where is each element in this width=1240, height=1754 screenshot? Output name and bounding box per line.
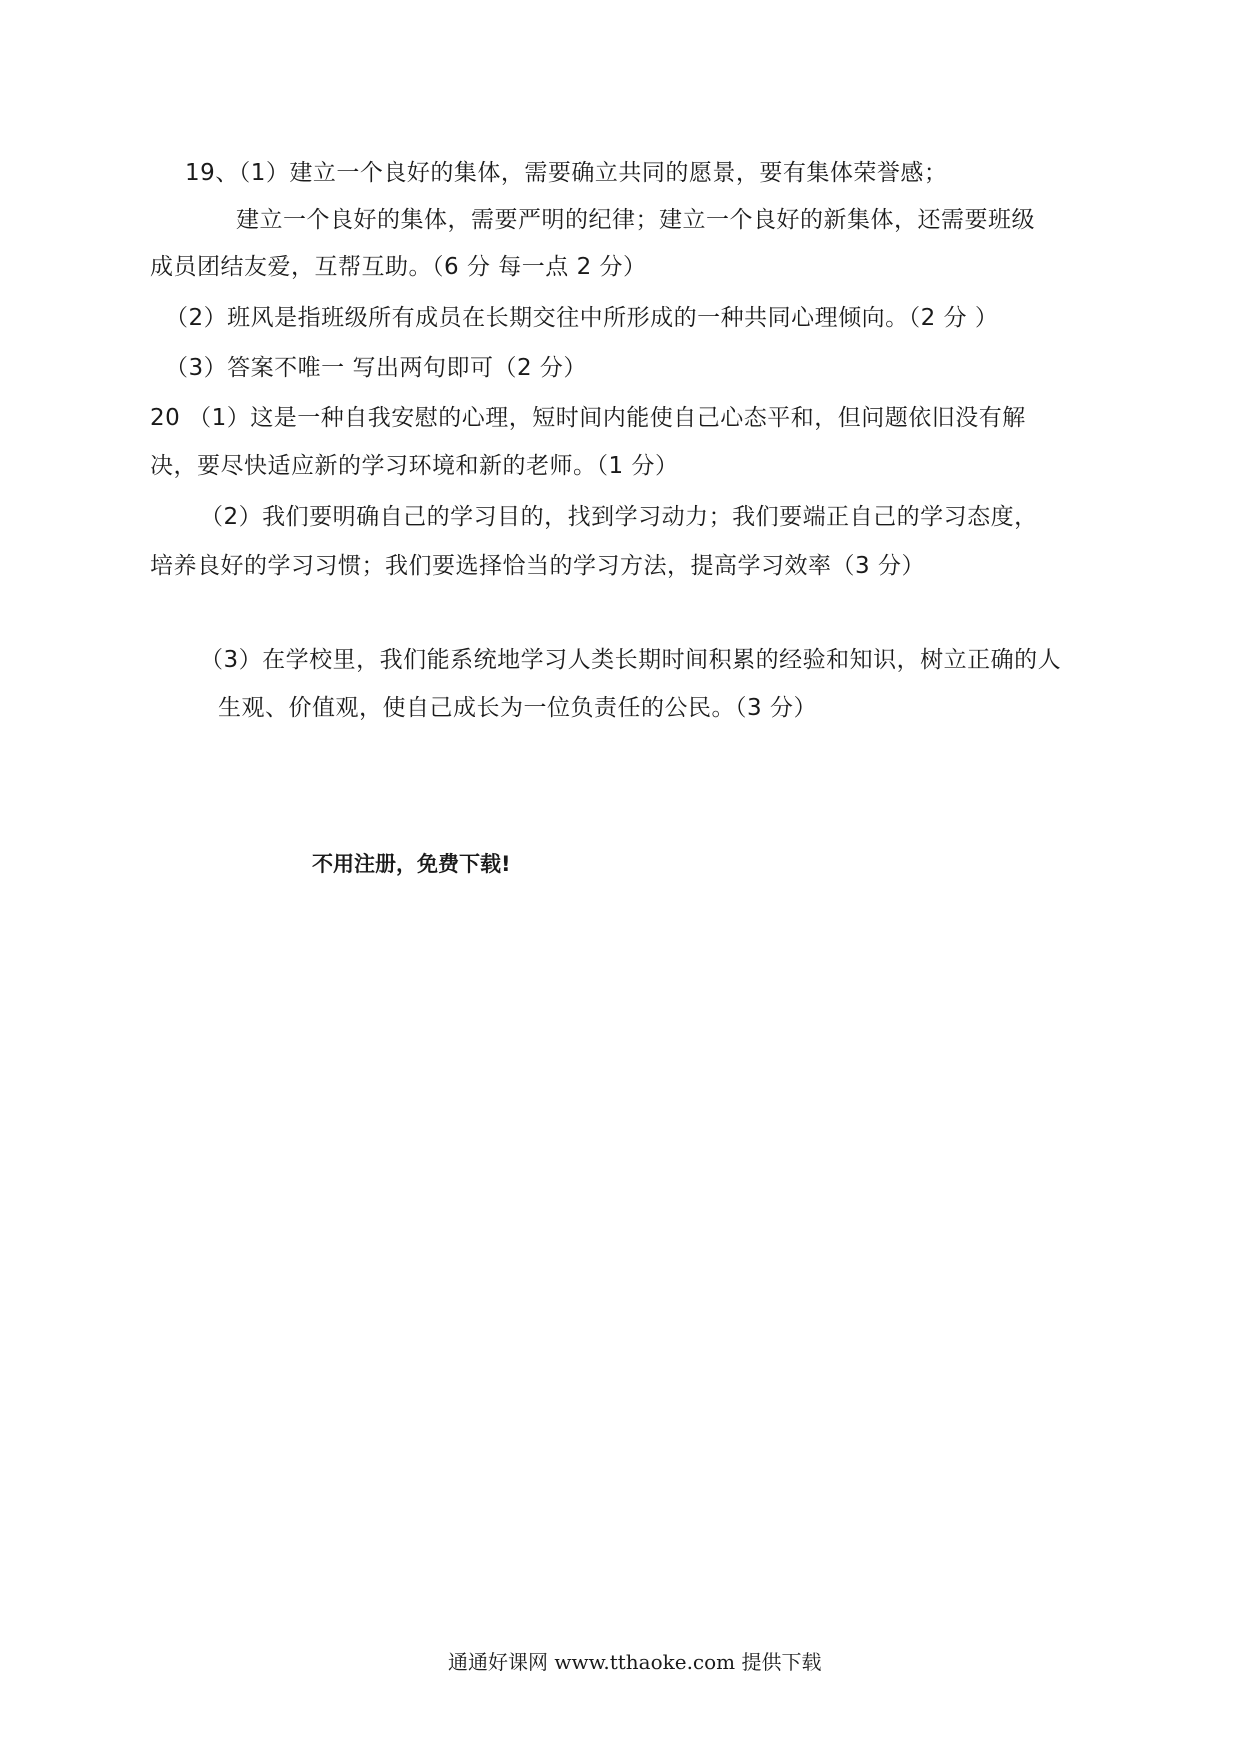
q20-part3-line1: （3）在学校里，我们能系统地学习人类长期时间积累的经验和知识，树立正确的人: [200, 647, 1062, 673]
free-download-note: 不用注册，免费下载!: [312, 852, 511, 876]
q19-line2: 建立一个良好的集体，需要严明的纪律；建立一个良好的新集体，还需要班级: [236, 207, 1035, 233]
q19-part3: （3）答案不唯一 写出两句即可（2 分）: [165, 355, 587, 381]
q20-part3-line2: 生观、价值观，使自己成长为一位负责任的公民。（3 分）: [218, 695, 817, 721]
q19-part2: （2）班风是指班级所有成员在长期交往中所形成的一种共同心理倾向。（2 分 ）: [165, 305, 999, 331]
footer-credit: 通通好课网 www.tthaoke.com 提供下载: [448, 1650, 822, 1674]
q19-line1: 19、（1）建立一个良好的集体，需要确立共同的愿景，要有集体荣誉感；: [185, 160, 948, 186]
q20-part2-line1: （2）我们要明确自己的学习目的，找到学习动力；我们要端正自己的学习态度，: [200, 504, 1038, 530]
q20-part1-line2: 决，要尽快适应新的学习环境和新的老师。（1 分）: [150, 453, 679, 479]
q20-part1-line1: 20 （1）这是一种自我安慰的心理，短时间内能使自己心态平和，但问题依旧没有解: [150, 405, 1026, 431]
q19-line3: 成员团结友爱，互帮互助。（6 分 每一点 2 分）: [150, 254, 647, 280]
q20-part2-line2: 培养良好的学习习惯；我们要选择恰当的学习方法，提高学习效率（3 分）: [150, 553, 925, 579]
